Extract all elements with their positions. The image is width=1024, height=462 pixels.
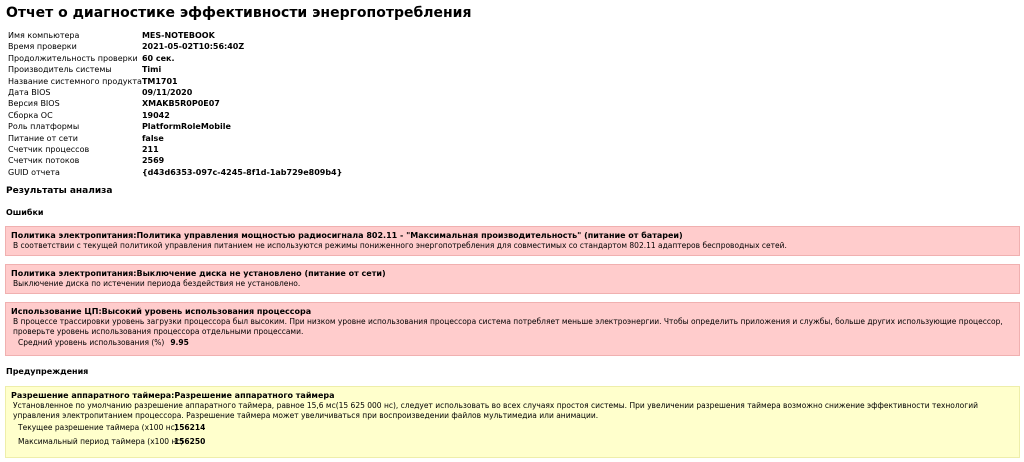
metric-row: [11, 435, 1014, 449]
info-row: [8, 30, 342, 41]
warning-description: Установленное по умолчанию разрешение аппаратного таймера, равное 15,6 мс(15 625 000 нс), следует использовать во всех случаях простоя системы. При увеличении разрешения таймера возможно снижение эффективности технологий управления электропитанием процессора. Разрешение таймера может увеличиваться при воспроизведении файлов мультимедиа или анимации.: [13, 401, 978, 420]
metric-row: [11, 336, 1014, 350]
metric-label: Средний уровень использования (%): [18, 338, 165, 347]
error-title: Использование ЦП:Высокий уровень использования процессора: [11, 307, 312, 316]
info-row: [8, 64, 342, 75]
info-row: [8, 121, 342, 132]
info-label: Счетчик процессов: [8, 145, 90, 155]
metric-value: 9.95: [170, 338, 189, 347]
page-title: Отчет о диагностике эффективности энергопотребления: [6, 5, 472, 21]
metric-label: Текущее разрешение таймера (x100 нс): [18, 423, 178, 432]
info-label: Сборка ОС: [8, 110, 53, 120]
info-row: [8, 76, 342, 87]
error-description: В процессе трассировки уровень загрузки процессора был высоким. При низком уровне использования процессора система потребляет меньше электроэнергии. Чтобы определить приложения и службы, больше других использующие процессор, проверьте уровень использования процессора отдельными процессами.: [13, 317, 1003, 336]
info-row: [8, 87, 342, 98]
info-value: false: [141, 133, 164, 143]
error-description: Выключение диска по истечении периода бездействия не установлено.: [13, 279, 301, 288]
info-value: 09/11/2020: [141, 88, 193, 98]
info-value: 60 сек.: [141, 53, 175, 63]
error-item: [5, 264, 1020, 294]
info-value: 2021-05-02T10:56:40Z: [141, 42, 245, 52]
info-label: Роль платформы: [8, 122, 80, 132]
error-item: [5, 226, 1020, 256]
info-label: Производитель системы: [8, 65, 112, 75]
error-item: [5, 302, 1020, 356]
error-title: Политика электропитания:Выключение диска не установлено (питание от сети): [11, 269, 386, 278]
info-label: GUID отчета: [8, 167, 60, 177]
metric-value: 156214: [174, 423, 206, 432]
info-row: [8, 167, 342, 178]
info-value: Timi: [141, 65, 162, 75]
info-label: Дата BIOS: [8, 88, 51, 98]
system-info-table: [8, 30, 342, 178]
info-value: XMAKB5R0P0E07: [141, 99, 220, 109]
info-row: [8, 41, 342, 52]
info-value: 2569: [141, 156, 165, 166]
warnings-heading: Предупреждения: [6, 367, 89, 376]
metric-row: [11, 421, 1014, 435]
info-value: 211: [141, 145, 159, 155]
info-label: Название системного продукта: [8, 76, 142, 86]
info-label: Питание от сети: [8, 133, 78, 143]
info-label: Версия BIOS: [8, 99, 60, 109]
info-label: Счетчик потоков: [8, 156, 80, 166]
info-row: [8, 133, 342, 144]
info-label: Время проверки: [8, 42, 77, 52]
metric-label: Максимальный период таймера (x100 нс): [18, 437, 184, 446]
info-row: [8, 53, 342, 64]
results-heading: Результаты анализа: [6, 186, 113, 196]
info-value: {d43d6353-097c-4245-8f1d-1ab729e809b4}: [141, 167, 343, 177]
warning-item: [5, 386, 1020, 458]
info-value: TM1701: [141, 76, 178, 86]
info-row: [8, 144, 342, 155]
info-label: Продолжительность проверки: [8, 53, 138, 63]
info-row: [8, 155, 342, 166]
warning-title: Разрешение аппаратного таймера:Разрешение аппаратного таймера: [11, 391, 335, 400]
info-row: [8, 110, 342, 121]
info-label: Имя компьютера: [8, 31, 80, 40]
error-title: Политика электропитания:Политика управления мощностью радиосигнала 802.11 - "Максимальная производительность" (питание от батареи): [11, 231, 683, 240]
metric-value: 156250: [174, 437, 206, 446]
info-value: 19042: [141, 110, 170, 120]
info-value: MES-NOTEBOOK: [141, 31, 215, 40]
info-row: [8, 98, 342, 109]
error-description: В соответствии с текущей политикой управления питанием не используются режимы пониженного энергопотребления для совместимых со стандартом 802.11 адаптеров беспроводных сетей.: [13, 241, 787, 250]
info-value: PlatformRoleMobile: [141, 122, 231, 132]
errors-heading: Ошибки: [6, 208, 44, 217]
